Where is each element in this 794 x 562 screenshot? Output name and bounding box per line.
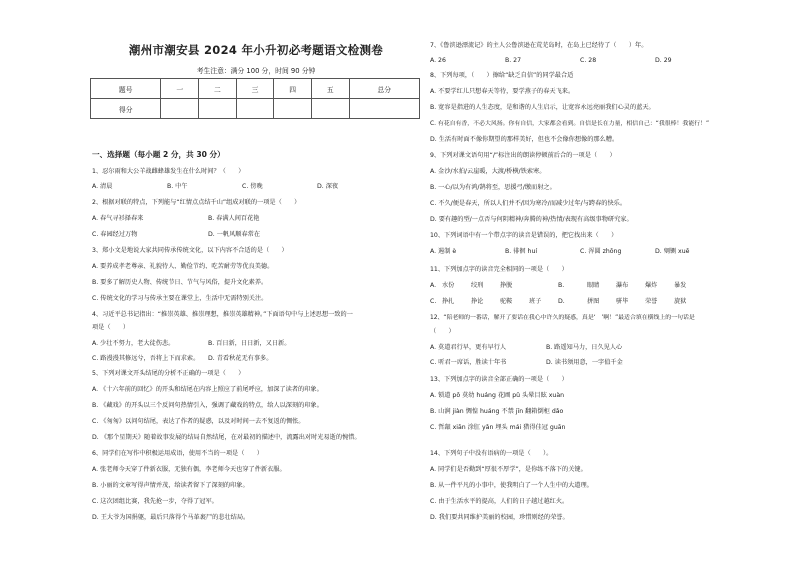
q5-option-a[interactable]: A. 《十六年前的回忆》的开头和结尾在内容上照应了前尾呼应，加深了读者的印象。 [92, 386, 323, 393]
question-5: 5、下列对课文开头结尾的分析不正确的一项是（ ） [92, 370, 245, 377]
question-12-cont: （ ） [430, 328, 455, 335]
score-header-cell: 五 [311, 79, 349, 99]
option-a[interactable]: A. 春气寻衫择春来 [92, 215, 144, 222]
page-title: 潮州市潮安县 2024 年小升初必考题语文检测卷 [128, 43, 384, 57]
left-column [90, 0, 422, 562]
question-14: 14、下列句子中没有语病的一项是（ ）。 [430, 450, 553, 457]
option-b[interactable]: B. 路遥知马力，日久见人心 [546, 344, 623, 351]
option-d[interactable]: D. 29 [655, 57, 672, 64]
q6-option-a[interactable]: A. 张老师今天穿了件新衣服，无独有偶，李老师今天也穿了件新衣服。 [92, 466, 286, 473]
option-b[interactable]: B. 中午 [167, 183, 188, 190]
q12-options-row1 [430, 344, 730, 352]
question-1: 1、忍尔雨和大公羊战雌蜂雄发生在什么时间？（ ） [92, 168, 245, 175]
score-table-score-row [91, 99, 420, 119]
word: 骈毕 [616, 298, 629, 305]
q13-option-a[interactable]: A. 锁道 pō 莫幼 huáng 花圃 pǔ 头晕目眩 xuàn [430, 392, 565, 399]
score-input-cell[interactable] [236, 99, 274, 119]
option-b[interactable]: B. 春满人间百花艳 [208, 215, 260, 222]
question-11: 11、下列加点字的读音完全相同的一项是（ ） [430, 266, 568, 273]
section-heading: 一、选择题（每小题 2 分，共 30 分） [92, 150, 225, 159]
q12-options-row2 [430, 359, 730, 367]
score-header-cell: 总分 [349, 79, 419, 99]
q2-options-row2 [92, 231, 392, 239]
score-table [90, 78, 420, 119]
q4-options-row2 [92, 355, 392, 363]
word: 班子 [529, 298, 542, 305]
score-input-cell[interactable] [199, 99, 237, 119]
score-input-cell[interactable] [274, 99, 312, 119]
q3-option-b[interactable]: B. 要多了解历史人物、传统节日、节气与风俗，提升文化素养。 [92, 279, 268, 286]
question-12: 12、“陪老师的一番话，解开了要话在我心中许久的疑惑，真是‘ ’啊！”最适合填在横线上的一句话是 [430, 315, 695, 321]
option-label[interactable]: B. [558, 282, 565, 289]
q14-option-b[interactable]: B. 从一件平凡的小事中，使我明白了一个人生中的大道理。 [430, 482, 593, 489]
q8-option-c[interactable]: C. 有花自有香，不必大风扬。你有自信，大家都会看到。自信是长在力量，相信自己：“我很棒！我能行！” [430, 121, 710, 127]
option-c[interactable]: C. 路漫漫其修远兮，吾将上下而求索。 [92, 355, 200, 362]
word: 荣誉 [645, 298, 658, 305]
question-13: 13、下列加点字的读音全部正确的一项是（ ） [430, 376, 568, 383]
option-label[interactable]: A. [430, 282, 437, 289]
q4-options-row1 [92, 340, 392, 348]
word: 暴发 [674, 282, 687, 289]
question-4: 4、习近平总书记指出：“推崇英雄、推崇理想，推崇英雄精神。”下面语句中与上述思想一致的一 [92, 311, 353, 318]
score-header-cell: 三 [236, 79, 274, 99]
question-2: 2、根据对联的特点，下列能与“红情点点结千山”组成对联的一项是（ ） [92, 199, 301, 206]
q9-option-c[interactable]: C. 不久/便是春天，所以人们并不/因为寒冷/而减少过年/与跨春的快乐。 [430, 200, 627, 207]
option-b[interactable]: B. 27 [505, 57, 522, 64]
question-4-cont: 项是（ ） [92, 324, 130, 331]
q6-option-b[interactable]: B. 小丽的文章写得声情并茂，给读者留下了深刻的印象。 [92, 482, 249, 489]
word: 旋狱 [674, 298, 687, 305]
q8-option-a[interactable]: A. 不要学红儿只想春天等待，要学燕子的春天飞来。 [430, 88, 575, 95]
q10-options [430, 248, 730, 256]
q1-options [92, 183, 392, 191]
question-9: 9、下列对课文语句用“/”标注出的朗读停顿前后合的一项是（ ） [430, 152, 616, 159]
q14-option-c[interactable]: C. 由于生活水平的提高，人们的日子越过越红火。 [430, 498, 569, 505]
q5-option-c[interactable]: C. 《匆匆》以问句结尾，表达了作者的疑惑，以及对时间一去不复返的惆怅。 [92, 418, 305, 425]
option-b[interactable]: B. 百日新，日日新，又日新。 [208, 340, 291, 347]
q6-option-c[interactable]: C. 这次团组比赛，我先抢一步，夺得了冠军。 [92, 498, 218, 505]
q11-row-1 [430, 282, 703, 290]
score-input-cell[interactable] [161, 99, 199, 119]
q3-option-c[interactable]: C. 传统文化的学习与传承主要在课堂上，生活中无需特别关注。 [92, 295, 268, 302]
q9-option-a[interactable]: A. 金沙/水拍/云崖暖，大渡/桥横/铁索寒。 [430, 168, 546, 175]
q2-options-row1 [92, 215, 392, 223]
q8-option-b[interactable]: B. 宽容是指进的人生态度，是和谐的人生启示，让宽容永远亮丽我们心灵的蓝天。 [430, 104, 655, 111]
option-a[interactable]: A. 遏制 è [430, 248, 457, 255]
q3-option-a[interactable]: A. 要养成孝老尊亲、礼貌待人、勤俭节约、吃苦耐劳等优良美德。 [92, 263, 274, 270]
option-d[interactable]: D. 一帆风顺春常在 [208, 231, 261, 238]
score-input-cell[interactable] [311, 99, 349, 119]
q11-row-2 [430, 298, 703, 306]
score-header-cell: 一 [161, 79, 199, 99]
score-header-cell: 二 [199, 79, 237, 99]
word: 挣扎 [442, 298, 455, 305]
option-d[interactable]: D. 读书须用意，一字值千金 [546, 359, 623, 366]
q9-option-d[interactable]: D. 要有趣的型/一点否与何阴精神/奔腾的神/热情/表现有高级事物研究家。 [430, 216, 633, 223]
word: 挣脱 [500, 282, 513, 289]
word: 拼图 [587, 298, 600, 305]
option-b[interactable]: B. 徘徊 huí [505, 248, 538, 255]
score-row-label: 得分 [91, 99, 161, 119]
word: 瀑布 [616, 282, 629, 289]
option-a[interactable]: A. 26 [430, 57, 446, 64]
option-d[interactable]: D. 深夜 [317, 183, 339, 190]
word: 眼睛 [587, 282, 600, 289]
option-label[interactable]: D. [558, 298, 565, 305]
option-c[interactable]: C. 听君一席话，胜读十年书 [430, 359, 507, 366]
q9-option-b[interactable]: B. 一心/以为有鸿/鹄将至，思援弓/缴而射之。 [430, 184, 556, 191]
question-10: 10、下列词语中有一个带点字的读音是错误的，把它找出来（ ） [430, 232, 618, 239]
option-c[interactable]: C. 28 [580, 57, 597, 64]
q13-option-b[interactable]: B. 山涧 jiàn 惆惶 huáng 不禁 jīn 翻箱倒柜 dǎo [430, 408, 564, 415]
option-a[interactable]: A. 清晨 [92, 183, 113, 190]
q14-option-d[interactable]: D. 我们要共同维护美丽的校园，珍惜则经的荣誉。 [430, 514, 569, 521]
option-label[interactable]: C. [430, 298, 437, 305]
word: 绞刑 [471, 282, 484, 289]
q8-option-d[interactable]: D. 生活有时面不像你期望的那样美好，但也不会像你想像的那么糟。 [430, 136, 619, 143]
option-c[interactable]: C. 傍晚 [242, 183, 263, 190]
q7-options [430, 57, 730, 65]
question-6: 6、同学们在写作中积极运用成语，使用不当的一项是（ ） [92, 450, 263, 457]
score-header-cell: 四 [274, 79, 312, 99]
word: 水份 [442, 282, 455, 289]
q14-option-a[interactable]: A. 同学们是否勤到“厚很不厚学”，是你练不落下的关键。 [430, 466, 587, 473]
q13-option-c[interactable]: C. 哲龈 xiān 涂肛 yǎn 埋头 mái 猎得佳冠 guān [430, 424, 566, 431]
word: 挣论 [471, 298, 484, 305]
option-c[interactable]: C. 浑圆 zhōng [580, 248, 622, 255]
q6-option-d[interactable]: D. 王大爷为国捐躯，最后只落得个马革裹尸的悲壮结局。 [92, 514, 250, 521]
word: 爆炸 [645, 282, 658, 289]
q5-option-b[interactable]: B. 《藏戏》的开头以三个反问句热情引入，强调了藏戏的特点，给人以深刻的印象。 [92, 402, 323, 409]
option-d[interactable]: D. 剜铡 xuē [655, 248, 690, 255]
option-d[interactable]: D. 青看秋花无有事多。 [208, 355, 273, 362]
word: 驼鞍 [500, 298, 513, 305]
right-column [430, 0, 730, 562]
exam-notice: 考生注意：满分 100 分，时间 90 分钟 [196, 67, 316, 75]
score-header-cell: 题号 [91, 79, 161, 99]
question-7: 7、《鲁滨逊漂流记》的主人公鲁滨逊在荒芜岛时，在岛上已经待了（ ）年。 [430, 42, 648, 49]
score-table-header-row [91, 79, 420, 99]
option-a[interactable]: A. 少壮不努力，老大徒伤悲。 [92, 340, 175, 347]
question-8: 8、下列每项，（ ）擦给“缺乏自信”的同学最合适 [430, 72, 574, 79]
option-c[interactable]: C. 春园经过万物 [92, 231, 138, 238]
question-3: 3、郑小文是地说大家共同传承传统文化，以下内容不合适的是（ ） [92, 247, 288, 254]
option-a[interactable]: A. 莫道君行早，更有早行人 [430, 344, 507, 351]
score-input-cell[interactable] [349, 99, 419, 119]
q5-option-d[interactable]: D. 《那个星期天》随着故事发展的结局自然结尾，在对最初的描述中，流露出对时光易逝的惋惜。 [92, 434, 361, 441]
